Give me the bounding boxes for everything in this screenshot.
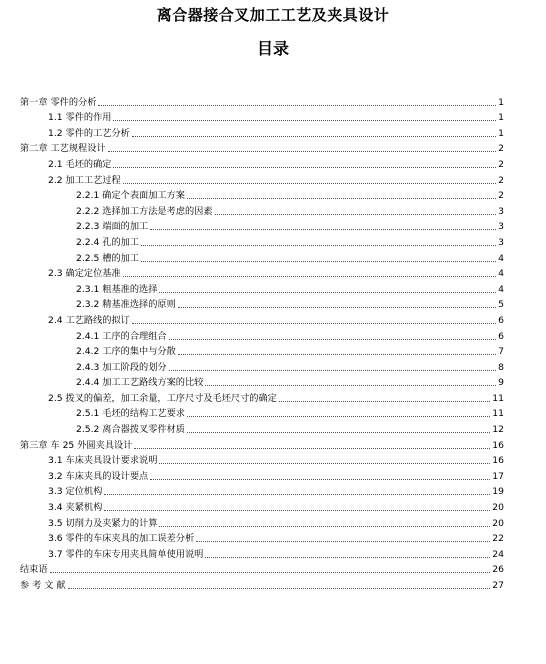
toc-entry-label: 2.1 毛坯的确定 (48, 158, 112, 170)
toc-entry-label: 2.2.1 确定个表面加工方案 (76, 190, 185, 202)
toc-entry-label: 参 考 文 献 (20, 580, 66, 591)
toc-entry-page-number: 2 (498, 174, 504, 186)
toc-entry-label: 2.4.1 工序的合理组合 (76, 330, 167, 342)
toc-entry-page-number: 6 (498, 314, 504, 326)
toc-entry-page-number: 7 (498, 346, 504, 358)
toc-dot-leader (159, 463, 490, 464)
table-of-contents (20, 92, 504, 591)
toc-entry-page-number: 8 (498, 361, 504, 373)
toc-heading: 目录 (256, 39, 289, 58)
toc-entry-label: 2.4.3 加工阶段的划分 (76, 361, 167, 373)
toc-entry[interactable] (20, 419, 504, 435)
toc-dot-leader (159, 292, 496, 293)
toc-dot-leader (169, 339, 497, 340)
toc-entry-page-number: 4 (498, 252, 504, 264)
toc-entry-page-number: 11 (492, 408, 504, 420)
toc-dot-leader (215, 214, 497, 215)
toc-entry[interactable] (20, 139, 504, 155)
toc-entry-page-number: 12 (492, 424, 504, 436)
toc-entry-page-number: 16 (492, 455, 504, 467)
toc-entry[interactable] (20, 482, 504, 498)
toc-entry[interactable] (20, 92, 504, 108)
toc-dot-leader (187, 432, 490, 433)
toc-entry-label: 3.3 定位机构 (48, 486, 103, 498)
toc-dot-leader (205, 557, 490, 558)
toc-dot-leader (132, 323, 496, 324)
toc-entry-label: 1.1 零件的作用 (48, 112, 112, 124)
toc-entry-label: 3.5 切削力及夹紧力的计算 (48, 517, 158, 529)
toc-entry-label: 结束语 (20, 564, 48, 576)
toc-entry-label: 3.2 车床夹具的设计要点 (48, 470, 149, 482)
toc-entry-page-number: 11 (492, 392, 504, 404)
toc-entry[interactable] (20, 466, 504, 482)
toc-dot-leader (141, 245, 496, 246)
toc-dot-leader (104, 494, 490, 495)
toc-entry-label: 2.4.2 工序的集中与分散 (76, 346, 176, 358)
toc-dot-leader (150, 479, 490, 480)
toc-entry[interactable] (20, 575, 504, 591)
toc-entry-page-number: 2 (498, 143, 504, 155)
toc-entry[interactable] (20, 295, 504, 311)
toc-entry-label: 第三章 车 25 外圆夹具设计 (20, 439, 133, 451)
toc-entry[interactable] (20, 357, 504, 373)
toc-entry-label: 2.5.2 离合器拨叉零件材质 (76, 424, 185, 436)
toc-entry-page-number: 3 (498, 236, 504, 248)
toc-entry[interactable] (20, 373, 504, 389)
toc-dot-leader (123, 276, 496, 277)
toc-dot-leader (50, 572, 491, 573)
toc-entry[interactable] (20, 326, 504, 342)
toc-entry-label: 2.3.2 精基准选择的原则 (76, 299, 176, 311)
toc-entry-page-number: 2 (498, 190, 504, 202)
toc-entry-page-number: 20 (492, 502, 504, 514)
toc-dot-leader (123, 183, 496, 184)
toc-dot-leader (141, 261, 496, 262)
toc-entry[interactable] (20, 560, 504, 576)
toc-dot-leader (196, 541, 490, 542)
toc-entry[interactable] (20, 342, 504, 358)
toc-entry-page-number: 17 (492, 470, 504, 482)
toc-entry[interactable] (20, 170, 504, 186)
toc-dot-leader (178, 307, 496, 308)
toc-dot-leader (68, 588, 491, 589)
toc-entry-page-number: 24 (492, 548, 504, 560)
toc-dot-leader (150, 229, 496, 230)
toc-entry-page-number: 16 (492, 439, 504, 451)
document-title: 离合器接合叉加工工艺及夹具设计 (156, 6, 390, 24)
toc-entry[interactable] (20, 513, 504, 529)
toc-entry-label: 2.2 加工工艺过程 (48, 174, 121, 186)
toc-dot-leader (178, 354, 496, 355)
toc-entry-page-number: 26 (492, 564, 504, 576)
toc-entry-label: 第二章 工艺规程设计 (20, 143, 106, 155)
toc-entry-page-number: 1 (498, 112, 504, 124)
toc-entry-label: 2.2.2 选择加工方法是考虑的因素 (76, 205, 213, 217)
toc-entry[interactable] (20, 388, 504, 404)
toc-dot-leader (113, 120, 496, 121)
toc-entry-page-number: 20 (492, 517, 504, 529)
toc-entry-page-number: 4 (498, 268, 504, 280)
toc-dot-leader (187, 416, 490, 417)
toc-dot-leader (108, 151, 497, 152)
toc-entry-page-number: 6 (498, 330, 504, 342)
toc-entry-page-number: 27 (492, 580, 504, 591)
toc-entry[interactable] (20, 217, 504, 233)
toc-entry-label: 1.2 零件的工艺分析 (48, 127, 130, 139)
toc-dot-leader (104, 510, 490, 511)
toc-entry-label: 3.6 零件的车床夹具的加工误差分析 (48, 533, 195, 545)
toc-dot-leader (187, 198, 496, 199)
toc-entry[interactable] (20, 232, 504, 248)
toc-entry-label: 2.2.4 孔的加工 (76, 236, 140, 248)
toc-entry-label: 2.2.3 端面的加工 (76, 221, 149, 233)
toc-entry-label: 2.3.1 粗基准的选择 (76, 283, 158, 295)
toc-entry[interactable] (20, 186, 504, 202)
toc-entry-label: 2.4 工艺路线的拟订 (48, 314, 130, 326)
toc-entry[interactable] (20, 310, 504, 326)
toc-dot-leader (205, 385, 496, 386)
toc-entry[interactable] (20, 123, 504, 139)
toc-entry-label: 第一章 零件的分析 (20, 96, 97, 108)
toc-entry[interactable] (20, 154, 504, 170)
toc-entry-page-number: 4 (498, 283, 504, 295)
toc-entry-label: 2.5 拨叉的偏差，加工余量，工序尺寸及毛坯尺寸的确定 (48, 392, 277, 404)
toc-entry-label: 3.1 车床夹具设计要求说明 (48, 455, 158, 467)
toc-entry-label: 3.4 夹紧机构 (48, 502, 103, 514)
toc-entry-page-number: 1 (498, 127, 504, 139)
toc-entry-label: 2.3 确定定位基准 (48, 268, 121, 280)
toc-entry[interactable] (20, 108, 504, 124)
toc-entry-label: 2.4.4 加工工艺路线方案的比较 (76, 377, 204, 389)
toc-dot-leader (113, 167, 496, 168)
toc-dot-leader (98, 105, 496, 106)
toc-entry[interactable] (20, 248, 504, 264)
toc-entry-page-number: 3 (498, 221, 504, 233)
toc-entry[interactable] (20, 435, 504, 451)
toc-entry[interactable] (20, 404, 504, 420)
toc-entry[interactable] (20, 264, 504, 280)
toc-dot-leader (132, 136, 496, 137)
toc-entry[interactable] (20, 451, 504, 467)
toc-entry-page-number: 19 (492, 486, 504, 498)
toc-entry[interactable] (20, 529, 504, 545)
toc-entry[interactable] (20, 544, 504, 560)
toc-entry-page-number: 22 (492, 533, 504, 545)
toc-entry-page-number: 2 (498, 158, 504, 170)
toc-entry-page-number: 3 (498, 205, 504, 217)
toc-dot-leader (134, 448, 490, 449)
toc-entry-page-number: 1 (498, 96, 504, 108)
toc-dot-leader (279, 401, 490, 402)
toc-entry-label: 2.2.5 槽的加工 (76, 252, 140, 264)
toc-entry[interactable] (20, 279, 504, 295)
toc-entry[interactable] (20, 497, 504, 513)
toc-entry-label: 2.5.1 毛坯的结构工艺要求 (76, 408, 185, 420)
toc-dot-leader (159, 526, 490, 527)
toc-entry[interactable] (20, 201, 504, 217)
toc-entry-label: 3.7 零件的车床专用夹具简单使用说明 (48, 548, 204, 560)
toc-entry-page-number: 9 (498, 377, 504, 389)
toc-entry-page-number: 5 (498, 299, 504, 311)
toc-dot-leader (169, 370, 497, 371)
